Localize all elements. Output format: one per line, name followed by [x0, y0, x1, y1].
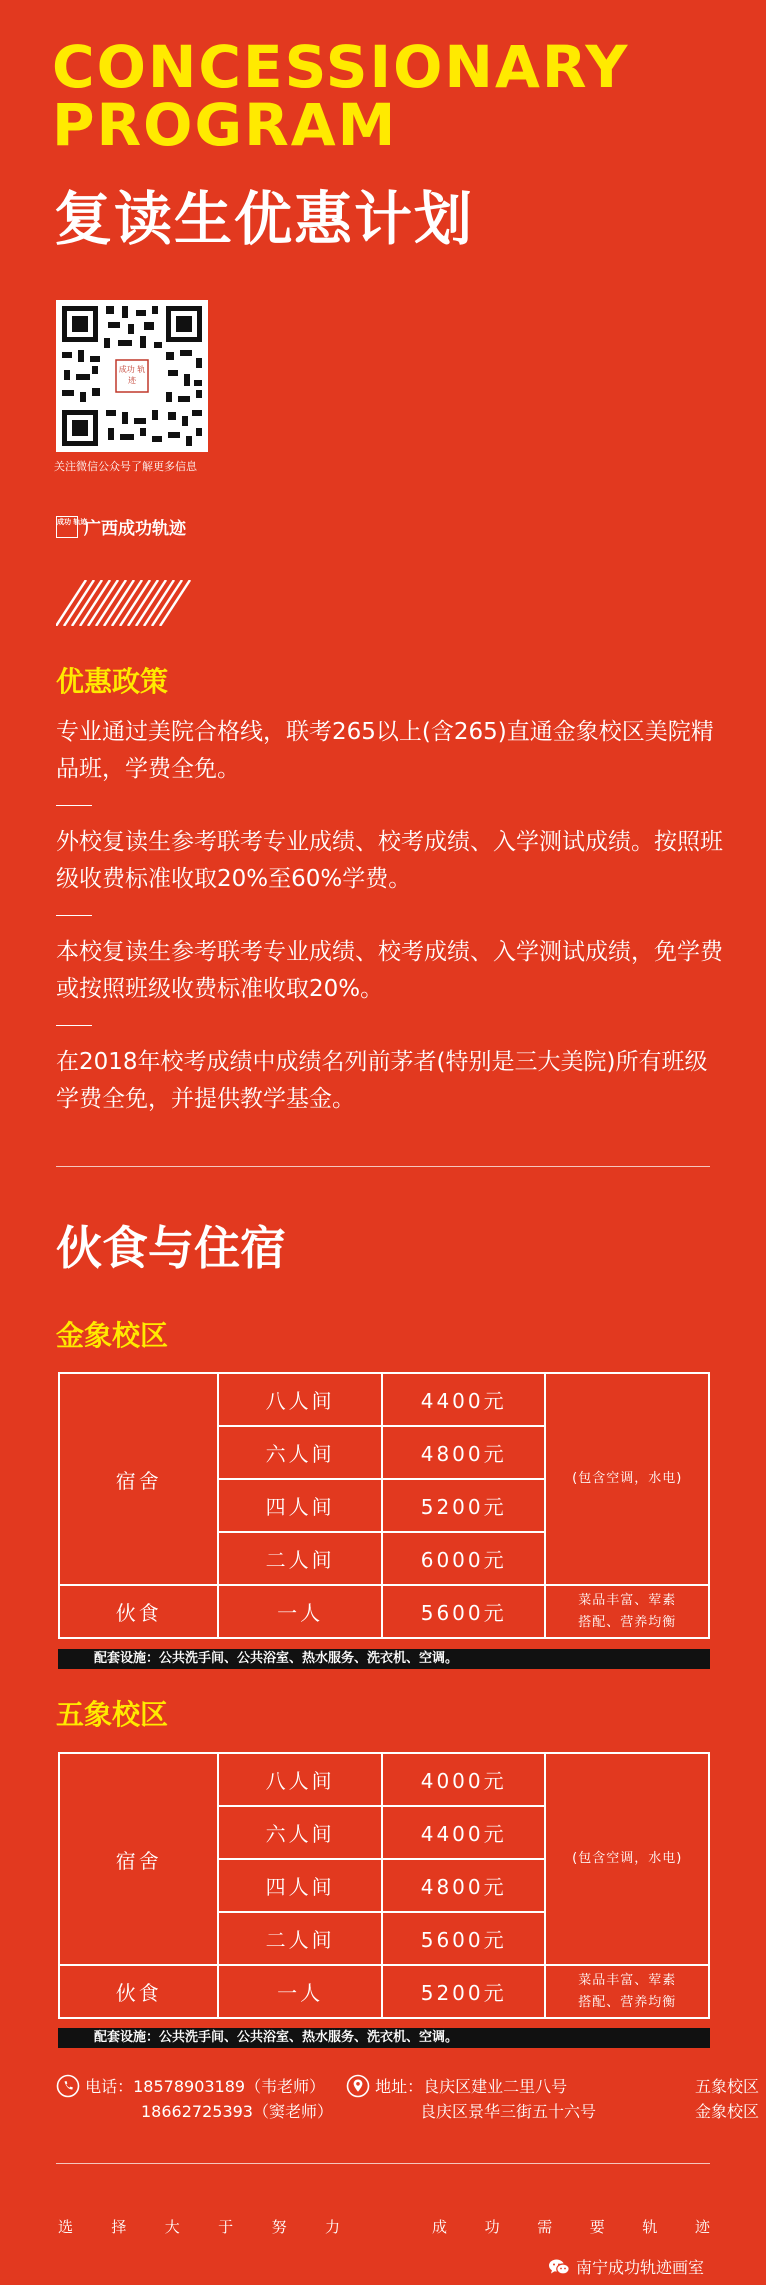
room-price: 4000元 — [382, 1753, 546, 1806]
slogan-char: 选 — [58, 2218, 74, 2236]
room-price: 4800元 — [382, 1859, 546, 1912]
short-divider — [56, 915, 92, 916]
food-note — [545, 1965, 709, 2018]
food-note-line-1: 菜品丰富、荤素 — [578, 1972, 677, 1988]
slogan-char: 迹 — [694, 2218, 710, 2236]
campus-2-heading: 五象校区 — [56, 1698, 169, 1731]
wechat-account[interactable] — [548, 2255, 704, 2278]
slogan-char: 努 — [271, 2218, 287, 2236]
wechat-account-name: 南宁成功轨迹画室 — [576, 2258, 705, 2277]
wechat-qr-code[interactable] — [56, 300, 208, 452]
address-1-campus: 五象校区 — [695, 2077, 760, 2096]
campus-1-heading: 金象校区 — [56, 1319, 169, 1352]
food-note — [545, 1585, 709, 1638]
campus-2-fee-table — [58, 1752, 710, 2019]
phone-number-1[interactable]: 18578903189（韦老师） — [133, 2077, 326, 2096]
table-row — [59, 1373, 709, 1426]
room-type: 四人间 — [218, 1479, 381, 1532]
room-type: 六人间 — [218, 1806, 381, 1859]
food-price: 5200元 — [382, 1965, 546, 2018]
room-price: 4400元 — [382, 1373, 546, 1426]
brand-name: 广西成功轨迹 — [84, 519, 186, 539]
slogan-char: 成 — [432, 2218, 448, 2236]
address-1: 良庆区建业二里八号 — [423, 2077, 568, 2096]
qr-center-seal: 成功 轨迹 — [118, 365, 146, 385]
slogan-right — [432, 2216, 710, 2237]
section-divider — [56, 1166, 710, 1167]
wechat-icon — [548, 2258, 570, 2276]
phone-number-2[interactable]: 18662725393（窦老师） — [141, 2102, 333, 2121]
phone-icon — [56, 2074, 80, 2098]
board-lodging-heading: 伙食与住宿 — [56, 1221, 286, 1275]
chinese-title: 复读生优惠计划 — [54, 185, 475, 253]
dorm-label: 宿舍 — [59, 1753, 218, 1965]
room-type: 八人间 — [218, 1753, 381, 1806]
room-price: 4400元 — [382, 1806, 546, 1859]
campus-1-fee-table — [58, 1372, 710, 1639]
dorm-note: (包含空调，水电) — [545, 1373, 709, 1585]
room-price: 5600元 — [382, 1912, 546, 1965]
address-label: 地址： — [375, 2077, 424, 2096]
room-price: 6000元 — [382, 1532, 546, 1585]
slogan-char: 力 — [324, 2218, 340, 2236]
brand-seal-icon: 成功 轨迹 — [56, 516, 78, 538]
footer-divider — [56, 2163, 710, 2164]
food-label: 伙食 — [59, 1585, 218, 1638]
slogan-char: 于 — [218, 2218, 234, 2236]
english-title-line-2: PROGRAM — [52, 91, 398, 159]
food-label: 伙食 — [59, 1965, 218, 2018]
slogan-char: 要 — [589, 2218, 605, 2236]
food-note-line-1: 菜品丰富、荤素 — [578, 1592, 677, 1608]
policy-paragraph-3: 本校复读生参考联考专业成绩、校考成绩、入学测试成绩，免学费或按照班级收费标准收取20%。 — [56, 939, 723, 1002]
policy-heading: 优惠政策 — [56, 665, 169, 698]
location-icon — [346, 2074, 370, 2098]
slogan-left — [58, 2216, 340, 2237]
short-divider — [56, 805, 92, 806]
dorm-note: (包含空调，水电) — [545, 1753, 709, 1965]
table-row — [59, 1965, 709, 2018]
slogan-char: 择 — [111, 2218, 127, 2236]
slogan-char: 轨 — [642, 2218, 658, 2236]
room-price: 4800元 — [382, 1426, 546, 1479]
address-2: 良庆区景华三街五十六号 — [420, 2102, 597, 2121]
food-type: 一人 — [218, 1965, 381, 2018]
campus-1-facilities: 配套设施：公共洗手间、公共浴室、热水服务、洗衣机、空调。 — [58, 1649, 710, 1669]
room-price: 5200元 — [382, 1479, 546, 1532]
policy-paragraph-1: 专业通过美院合格线，联考265以上(含265)直通金象校区美院精品班，学费全免。 — [56, 719, 714, 782]
campus-2-facilities: 配套设施：公共洗手间、公共浴室、热水服务、洗衣机、空调。 — [58, 2028, 710, 2048]
food-type: 一人 — [218, 1585, 381, 1638]
room-type: 二人间 — [218, 1532, 381, 1585]
address-2-campus: 金象校区 — [695, 2102, 760, 2121]
food-note-line-2: 搭配、营养均衡 — [578, 1994, 677, 2010]
brand-logo — [56, 514, 186, 539]
room-type: 六人间 — [218, 1426, 381, 1479]
room-type: 二人间 — [218, 1912, 381, 1965]
qr-caption: 关注微信公众号了解更多信息 — [54, 460, 197, 473]
slogan-char: 功 — [484, 2218, 500, 2236]
food-price: 5600元 — [382, 1585, 546, 1638]
policy-paragraph-2: 外校复读生参考联考专业成绩、校考成绩、入学测试成绩。按照班级收费标准收取20%至60%学费。 — [56, 829, 723, 892]
diagonal-stripes-icon — [56, 580, 196, 626]
room-type: 四人间 — [218, 1859, 381, 1912]
table-row — [59, 1585, 709, 1638]
dorm-label: 宿舍 — [59, 1373, 218, 1585]
slogan-char: 需 — [537, 2218, 553, 2236]
room-type: 八人间 — [218, 1373, 381, 1426]
phone-label: 电话： — [85, 2077, 134, 2096]
policy-paragraph-4: 在2018年校考成绩中成绩名列前茅者(特别是三大美院)所有班级学费全免，并提供教学基金。 — [56, 1049, 708, 1112]
english-title — [52, 33, 630, 159]
english-title-line-1: CONCESSIONARY — [52, 33, 630, 101]
short-divider — [56, 1025, 92, 1026]
table-row — [59, 1753, 709, 1806]
food-note-line-2: 搭配、营养均衡 — [578, 1614, 677, 1630]
slogan-char: 大 — [164, 2218, 180, 2236]
